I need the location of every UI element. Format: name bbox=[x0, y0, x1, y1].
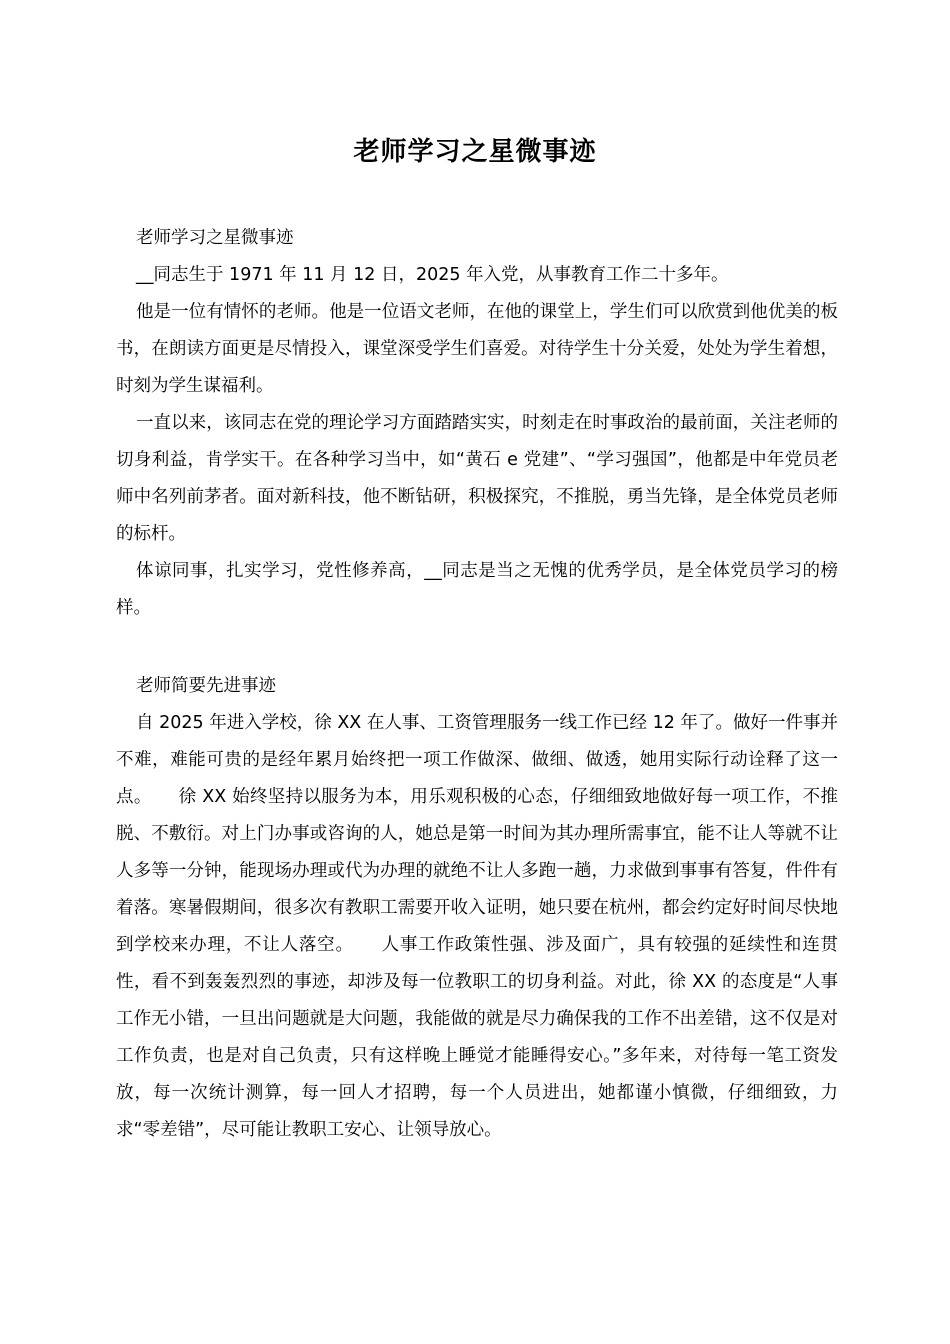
paragraph: 体谅同事，扎实学习，党性修养高，__同志是当之无愧的优秀学员，是全体党员学习的榜样。 bbox=[116, 561, 838, 618]
paragraph: 自 2025 年进入学校，徐 XX 在人事、工资管理服务一线工作已经 12 年了。做好一件事并不难，难能可贵的是经年累月始终把一项工作做深、做细、做透，她用实际行动诠释了这一点。 徐 XX 始终坚持以服务为本，用乐观积极的心态，仔细细致地做好每一项工作，不推脱、不敷衍。对上门办事或咨询的人，她总是第一时间为其办理所需事宜，能不让人等就不让人多等一分钟，能现场办理或代为办理的就绝不让人多跑一趟，力求做到事事有答复，件件有着落。寒暑假期间，很多次有教职工需要开收入证明，她只要在杭州，都会约定好时间尽快地到学校来办理，不让人落空。 人事工作政策性强、涉及面广，具有较强的延续性和连贯性，看不到轰轰烈烈的事迹，却涉及每一位教职工的切身利益。对此，徐 XX 的态度是“人事工作无小错，一旦出问题就是大问题，我能做的就是尽力确保我的工作不出差错，这不仅是对工作负责，也是对自己负责，只有这样晚上睡觉才能睡得安心。”多年来，对待每一笔工资发放，每一次统计测算，每一回人才招聘，每一个人员进出，她都谨小慎微，仔细细致，力求“零差错”，尽可能让教职工安心、让领导放心。 bbox=[116, 713, 838, 1140]
paragraph: 一直以来，该同志在党的理论学习方面踏踏实实，时刻走在时事政治的最前面，关注老师的切身利益，肯学实干。在各种学习当中，如“黄石 e 党建”、“学习强国”，他都是中年党员老师中名列前茅者。面对新科技，他不断钻研，积极探究，不推脱，勇当先锋，是全体党员老师的标杆。 bbox=[116, 413, 838, 544]
section-heading: 老师简要先进事迹 bbox=[136, 676, 276, 696]
section-xianjin-shiji bbox=[116, 668, 838, 1149]
section-heading: 老师学习之星微事迹 bbox=[136, 228, 294, 248]
paragraph: 他是一位有情怀的老师。他是一位语文老师，在他的课堂上，学生们可以欣赏到他优美的板书，在朗读方面更是尽情投入，课堂深受学生们喜爱。对待学生十分关爱，处处为学生着想，时刻为学生谋福利。 bbox=[116, 302, 838, 396]
paragraph: __同志生于 1971 年 11 月 12 日，2025 年入党，从事教育工作二十多年。 bbox=[136, 265, 729, 285]
section-xuexi-zhixing bbox=[116, 220, 838, 627]
document-title: 老师学习之星微事迹 bbox=[353, 137, 597, 167]
